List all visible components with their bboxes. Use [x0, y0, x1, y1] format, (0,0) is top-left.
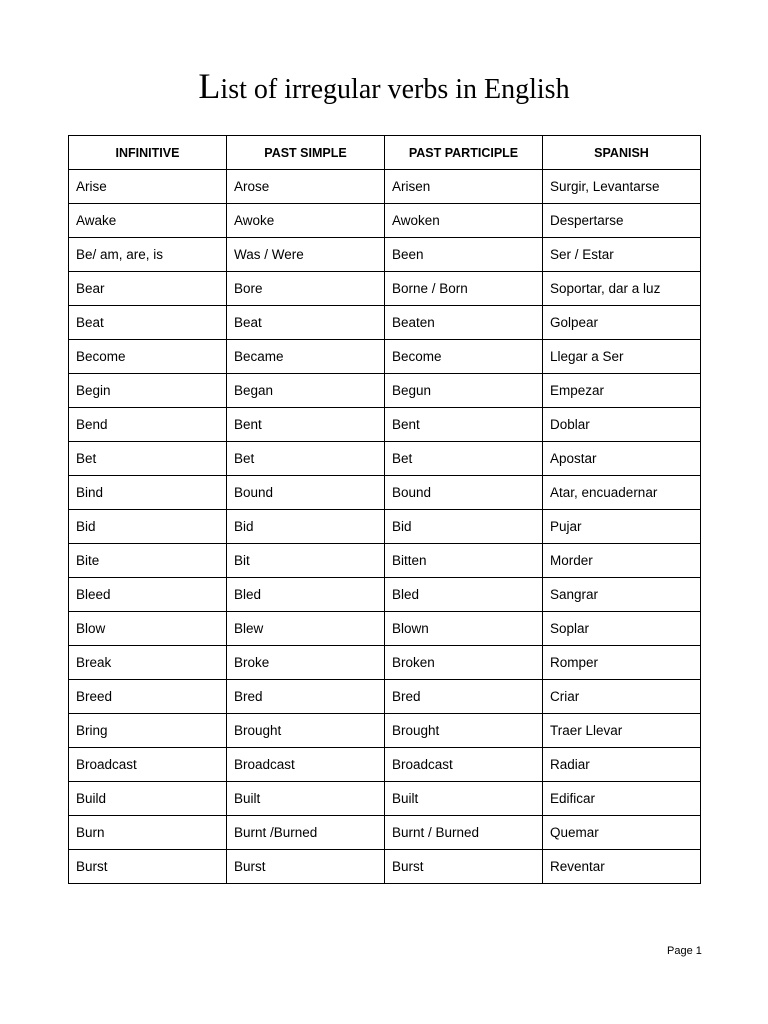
cell-spanish: Soportar, dar a luz	[543, 272, 701, 306]
cell-infinitive: Become	[69, 340, 227, 374]
column-header-past-participle: PAST PARTICIPLE	[385, 136, 543, 170]
cell-past-participle: Built	[385, 782, 543, 816]
column-header-past-simple: PAST SIMPLE	[227, 136, 385, 170]
cell-past-simple: Beat	[227, 306, 385, 340]
cell-past-simple: Was / Were	[227, 238, 385, 272]
cell-spanish: Llegar a Ser	[543, 340, 701, 374]
cell-past-simple: Built	[227, 782, 385, 816]
table-row	[69, 510, 701, 544]
irregular-verbs-table	[68, 135, 701, 884]
cell-spanish: Edificar	[543, 782, 701, 816]
cell-past-participle: Bitten	[385, 544, 543, 578]
cell-past-simple: Awoke	[227, 204, 385, 238]
table-row	[69, 612, 701, 646]
cell-infinitive: Burn	[69, 816, 227, 850]
cell-infinitive: Beat	[69, 306, 227, 340]
cell-past-participle: Burnt / Burned	[385, 816, 543, 850]
cell-spanish: Quemar	[543, 816, 701, 850]
table-row	[69, 578, 701, 612]
table-body	[69, 170, 701, 884]
cell-past-simple: Bid	[227, 510, 385, 544]
cell-past-simple: Burst	[227, 850, 385, 884]
table-row	[69, 408, 701, 442]
cell-spanish: Surgir, Levantarse	[543, 170, 701, 204]
page-number: Page 1	[667, 945, 702, 957]
table-row	[69, 850, 701, 884]
cell-infinitive: Bind	[69, 476, 227, 510]
cell-past-participle: Brought	[385, 714, 543, 748]
cell-past-participle: Burst	[385, 850, 543, 884]
table-row	[69, 272, 701, 306]
cell-spanish: Golpear	[543, 306, 701, 340]
cell-infinitive: Awake	[69, 204, 227, 238]
cell-infinitive: Bring	[69, 714, 227, 748]
cell-past-participle: Beaten	[385, 306, 543, 340]
cell-past-simple: Began	[227, 374, 385, 408]
cell-past-participle: Broadcast	[385, 748, 543, 782]
cell-infinitive: Bid	[69, 510, 227, 544]
cell-spanish: Empezar	[543, 374, 701, 408]
cell-infinitive: Blow	[69, 612, 227, 646]
cell-infinitive: Burst	[69, 850, 227, 884]
cell-spanish: Soplar	[543, 612, 701, 646]
cell-infinitive: Breed	[69, 680, 227, 714]
cell-past-participle: Bet	[385, 442, 543, 476]
cell-spanish: Romper	[543, 646, 701, 680]
table-row	[69, 782, 701, 816]
cell-infinitive: Bet	[69, 442, 227, 476]
table-row	[69, 748, 701, 782]
column-header-infinitive: INFINITIVE	[69, 136, 227, 170]
cell-infinitive: Arise	[69, 170, 227, 204]
table-row	[69, 714, 701, 748]
cell-spanish: Atar, encuadernar	[543, 476, 701, 510]
cell-past-simple: Bred	[227, 680, 385, 714]
cell-infinitive: Be/ am, are, is	[69, 238, 227, 272]
cell-spanish: Apostar	[543, 442, 701, 476]
cell-past-participle: Arisen	[385, 170, 543, 204]
table-row	[69, 816, 701, 850]
cell-past-participle: Bred	[385, 680, 543, 714]
cell-past-simple: Broadcast	[227, 748, 385, 782]
cell-past-participle: Borne / Born	[385, 272, 543, 306]
table-row	[69, 340, 701, 374]
cell-infinitive: Broadcast	[69, 748, 227, 782]
cell-spanish: Criar	[543, 680, 701, 714]
cell-infinitive: Bear	[69, 272, 227, 306]
cell-past-simple: Bit	[227, 544, 385, 578]
cell-past-participle: Bound	[385, 476, 543, 510]
table-row	[69, 204, 701, 238]
cell-infinitive: Break	[69, 646, 227, 680]
cell-past-participle: Bled	[385, 578, 543, 612]
cell-infinitive: Bend	[69, 408, 227, 442]
cell-past-participle: Bent	[385, 408, 543, 442]
cell-infinitive: Bite	[69, 544, 227, 578]
cell-infinitive: Bleed	[69, 578, 227, 612]
cell-spanish: Traer Llevar	[543, 714, 701, 748]
cell-past-simple: Broke	[227, 646, 385, 680]
cell-past-participle: Awoken	[385, 204, 543, 238]
table-row	[69, 374, 701, 408]
cell-past-simple: Became	[227, 340, 385, 374]
table-row	[69, 680, 701, 714]
cell-past-simple: Brought	[227, 714, 385, 748]
cell-past-simple: Blew	[227, 612, 385, 646]
cell-past-simple: Bound	[227, 476, 385, 510]
table-row	[69, 476, 701, 510]
cell-spanish: Doblar	[543, 408, 701, 442]
cell-past-simple: Bent	[227, 408, 385, 442]
cell-past-participle: Been	[385, 238, 543, 272]
cell-infinitive: Build	[69, 782, 227, 816]
table-row	[69, 306, 701, 340]
cell-past-participle: Become	[385, 340, 543, 374]
cell-past-participle: Broken	[385, 646, 543, 680]
page-title-rest: ist of irregular verbs in English	[220, 74, 570, 105]
table-header-row	[69, 136, 701, 170]
cell-spanish: Radiar	[543, 748, 701, 782]
cell-spanish: Despertarse	[543, 204, 701, 238]
cell-spanish: Reventar	[543, 850, 701, 884]
cell-past-simple: Bet	[227, 442, 385, 476]
cell-infinitive: Begin	[69, 374, 227, 408]
cell-spanish: Ser / Estar	[543, 238, 701, 272]
column-header-spanish: SPANISH	[543, 136, 701, 170]
table-row	[69, 238, 701, 272]
cell-past-participle: Blown	[385, 612, 543, 646]
cell-spanish: Sangrar	[543, 578, 701, 612]
cell-past-simple: Arose	[227, 170, 385, 204]
page-title	[0, 66, 768, 110]
cell-past-participle: Begun	[385, 374, 543, 408]
page-title-initial: L	[198, 66, 221, 106]
table-row	[69, 442, 701, 476]
table-row	[69, 170, 701, 204]
table-row	[69, 544, 701, 578]
cell-past-simple: Bore	[227, 272, 385, 306]
cell-past-participle: Bid	[385, 510, 543, 544]
cell-spanish: Morder	[543, 544, 701, 578]
cell-past-simple: Bled	[227, 578, 385, 612]
cell-past-simple: Burnt /Burned	[227, 816, 385, 850]
table-row	[69, 646, 701, 680]
cell-spanish: Pujar	[543, 510, 701, 544]
